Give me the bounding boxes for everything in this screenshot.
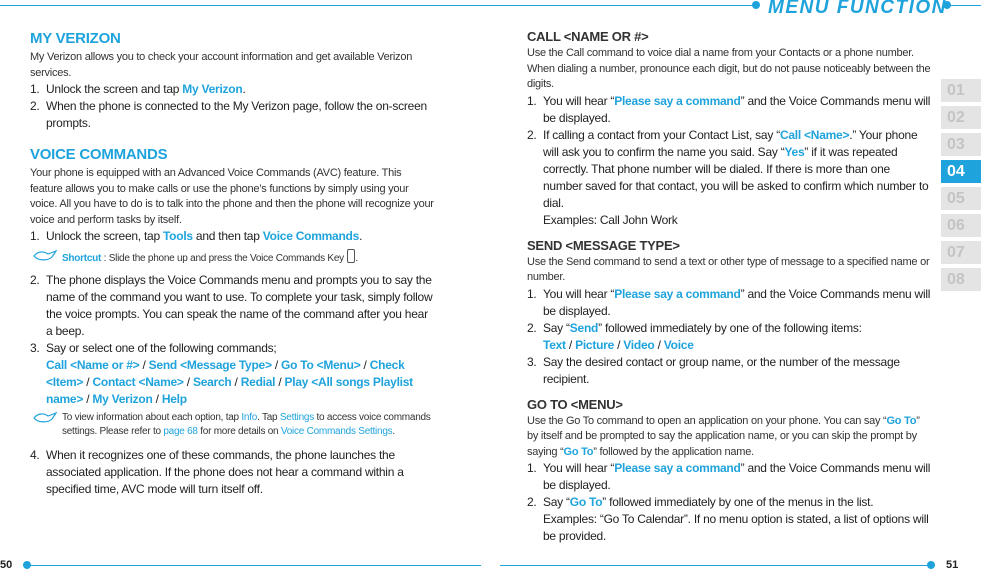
command-list: Call <Name or #> / Send <Message Type> / Go To <Menu> / Check <Item> / Contact <Name> / Search / Redial / Play <All songs Playlist name> / My Verizon / Help [46, 358, 413, 406]
command-item: Play <All songs Playlist name> [46, 375, 413, 406]
step-item: 4. When it recognizes one of these commands, the phone launches the associated application. If the phone does not hear a command within a specified time, AVC mode will turn itself off. [30, 448, 404, 496]
chapter-tabs [941, 79, 981, 295]
page-number-right: 51 [946, 559, 959, 571]
header-rule [0, 5, 755, 6]
shortcut-label: Shortcut [62, 253, 102, 264]
note-icon [32, 412, 58, 429]
section-description: My Verizon allows you to check your account information and get available Verizon services. [30, 51, 413, 79]
footer-rule-left [26, 565, 481, 566]
section-title-goto: GO TO <MENU> [527, 396, 623, 412]
step-item: 3. Say or select one of the following commands; [30, 341, 277, 355]
section-title-my-verizon: MY VERIZON [30, 30, 121, 47]
page-reference-link[interactable]: page 68 [163, 426, 198, 437]
menu-term: Voice Commands [262, 229, 360, 243]
chapter-tab[interactable]: 05 [941, 187, 981, 210]
step-item: 2. If calling a contact from your Contact List, say “Call <Name>.” Your phone will ask you to confirm the name you said. Say “Yes” if it was repeated correctly. That phone number will be dialed. If there is more than one number saved for that contact, you will be asked to confirm which number to dial. [527, 127, 929, 210]
menu-term: My Verizon [182, 82, 243, 96]
step-item: 1. You will hear “Please say a command” and the Voice Commands menu will be displayed. [527, 461, 931, 492]
left-column [30, 30, 435, 498]
chapter-tab[interactable]: 08 [941, 268, 981, 291]
step-item: 2. The phone displays the Voice Commands menu and prompts you to say the name of the command you want to use. To complete your task, simply follow the voice prompts. You can speak the name of the command after you hear a beep. [30, 273, 433, 338]
step-item: 1. Unlock the screen and tap My Verizon. [30, 82, 246, 96]
chapter-tab[interactable]: 03 [941, 133, 981, 156]
header-rule-right [946, 5, 981, 6]
command-item: Help [161, 392, 187, 406]
section-title-call: CALL <NAME OR #> [527, 29, 649, 44]
chapter-tab[interactable]: 02 [941, 106, 981, 129]
shortcut-note: Shortcut : Slide the phone up and press the Voice Commands Key . [30, 249, 435, 266]
step-item: 2. Say “Send” followed immediately by one of the following items: [527, 320, 862, 335]
command-item: My Verizon [92, 392, 153, 406]
command-item: Call <Name or #> [46, 358, 140, 372]
section-description: Use the Send command to send a text or other type of message to a specified name or number. [527, 255, 930, 283]
section-description: Use the Call command to voice dial a name from your Contacts or a phone number. When dialing a number, pronounce each digit, but do not pause noticeably between the digits. [527, 47, 931, 90]
section-title-send: SEND <MESSAGE TYPE> [527, 237, 680, 253]
command-item: Go To <Menu> [281, 358, 361, 372]
footer-rule-left-dot [23, 561, 31, 569]
step-item: 2. Say “Go To” followed immediately by one of the menus in the list. [527, 495, 874, 509]
shortcut-note-icon [32, 250, 58, 267]
command-item: Send <Message Type> [148, 358, 272, 372]
section-title-voice-commands: VOICE COMMANDS [30, 146, 168, 163]
command-item: Check <Item> [46, 358, 405, 389]
step-item: 1. You will hear “Please say a command” and the Voice Commands menu will be displayed. [527, 93, 931, 125]
command-item: Search [192, 375, 232, 389]
message-type: Picture [575, 337, 614, 352]
message-type: Video [623, 337, 655, 352]
chapter-tab[interactable]: 01 [941, 79, 981, 102]
step-item: 3. Say the desired contact or group name, or the number of the message recipient. [527, 354, 900, 386]
step-item: 1. Unlock the screen, tap Tools and then tap Voice Commands. [30, 229, 363, 243]
section-description: Your phone is equipped with an Advanced Voice Commands (AVC) feature. This feature allows you to make calls or use the phone’s functions by simply using your voice. All you have to do is to talk into the phone and then the phone will recognize your voice and perform tasks by itself. [30, 167, 434, 226]
step-item: 1. You will hear “Please say a command” and the Voice Commands menu will be displayed. [527, 286, 931, 318]
message-type: Voice [663, 337, 694, 352]
info-note: To view information about each option, tap Info. Tap Settings to access voice commands settings. Please refer to page 68 for more details on Voice Commands Settings. [30, 411, 435, 439]
example-text: Examples: Call John Work [543, 212, 678, 227]
section-description: Use the Go To command to open an application on your phone. You can say “Go To” by itself and be prompted to say the application name, or you can skip the prompt by saying “Go To” followed by the application name. [527, 414, 920, 458]
chapter-tab[interactable]: 06 [941, 214, 981, 237]
chapter-tab-active[interactable]: 04 [941, 160, 981, 183]
page-header-title: MENU FUNCTION [768, 0, 947, 18]
command-item: Contact <Name> [92, 375, 184, 389]
example-text: Examples: “Go To Calendar”. If no menu option is stated, a list of options will be provided. [543, 512, 929, 543]
header-rule-dot [752, 1, 760, 9]
chapter-tab[interactable]: 07 [941, 241, 981, 264]
footer-rule-right [500, 565, 931, 566]
message-type: Text [543, 337, 566, 352]
command-item: Redial [240, 375, 276, 389]
page-number-left: 50 [0, 559, 13, 571]
menu-term: Tools [162, 229, 193, 243]
right-column [527, 28, 932, 545]
step-item: 2. When the phone is connected to the My Verizon page, follow the on-screen prompts. [30, 99, 427, 130]
message-type-list: Text / Picture / Video / Voice [543, 337, 694, 352]
footer-rule-right-dot [927, 561, 935, 569]
